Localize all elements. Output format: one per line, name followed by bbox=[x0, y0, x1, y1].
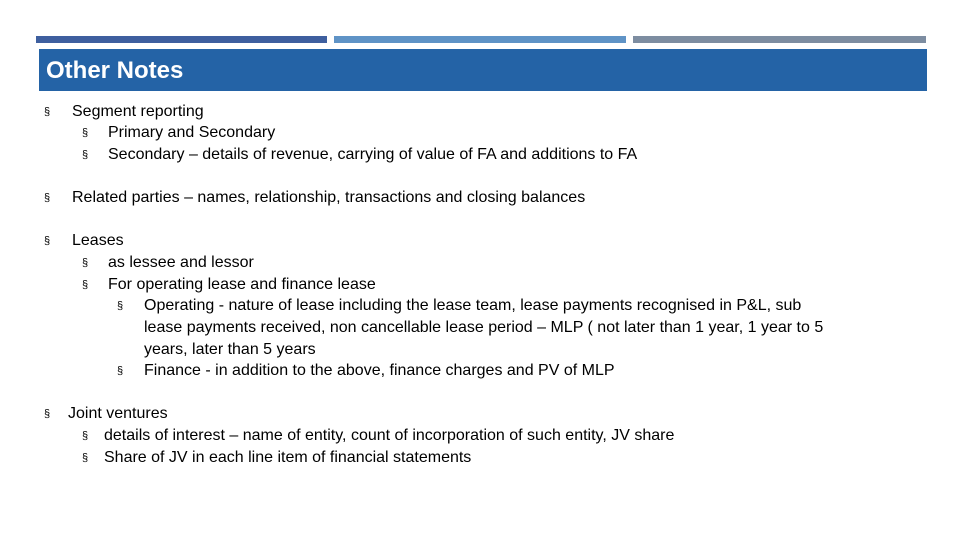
segment-heading: Segment reporting bbox=[72, 103, 204, 120]
bullet-icon: § bbox=[44, 192, 51, 204]
bullet-icon: § bbox=[82, 452, 89, 464]
leases-item: as lessee and lessor bbox=[108, 254, 254, 271]
title-band bbox=[39, 49, 927, 91]
accent-bar-middle bbox=[334, 36, 626, 43]
joint-ventures-item: Share of JV in each line item of financial statements bbox=[104, 449, 472, 466]
bullet-icon: § bbox=[82, 430, 89, 442]
bullet-icon: § bbox=[82, 149, 89, 161]
related-parties-text: Related parties – names, relationship, transactions and closing balances bbox=[72, 189, 586, 206]
leases-heading: Leases bbox=[72, 232, 124, 249]
bullet-icon: § bbox=[44, 106, 51, 118]
accent-bar-left bbox=[36, 36, 327, 43]
bullet-icon: § bbox=[117, 365, 124, 377]
bullet-icon: § bbox=[44, 235, 51, 247]
bullet-icon: § bbox=[82, 127, 89, 139]
operating-lease-line: years, later than 5 years bbox=[144, 341, 316, 358]
operating-lease-line: lease payments received, non cancellable lease period – MLP ( not later than 1 year, 1 year to 5 bbox=[144, 319, 824, 336]
bullet-icon: § bbox=[44, 408, 51, 420]
leases-item: For operating lease and finance lease bbox=[108, 276, 376, 293]
joint-ventures-heading: Joint ventures bbox=[68, 405, 168, 422]
bullet-icon: § bbox=[117, 300, 124, 312]
finance-lease-text: Finance - in addition to the above, finance charges and PV of MLP bbox=[144, 362, 615, 379]
operating-lease-line: Operating - nature of lease including the lease team, lease payments recognised in P&L, sub bbox=[144, 297, 802, 314]
segment-item: Secondary – details of revenue, carrying of value of FA and additions to FA bbox=[108, 146, 638, 163]
accent-bar-right bbox=[633, 36, 926, 43]
segment-item: Primary and Secondary bbox=[108, 124, 276, 141]
bullet-icon: § bbox=[82, 279, 89, 291]
bullet-icon: § bbox=[82, 257, 89, 269]
slide-title: Other Notes bbox=[46, 57, 184, 84]
joint-ventures-item: details of interest – name of entity, count of incorporation of such entity, JV share bbox=[104, 427, 675, 444]
